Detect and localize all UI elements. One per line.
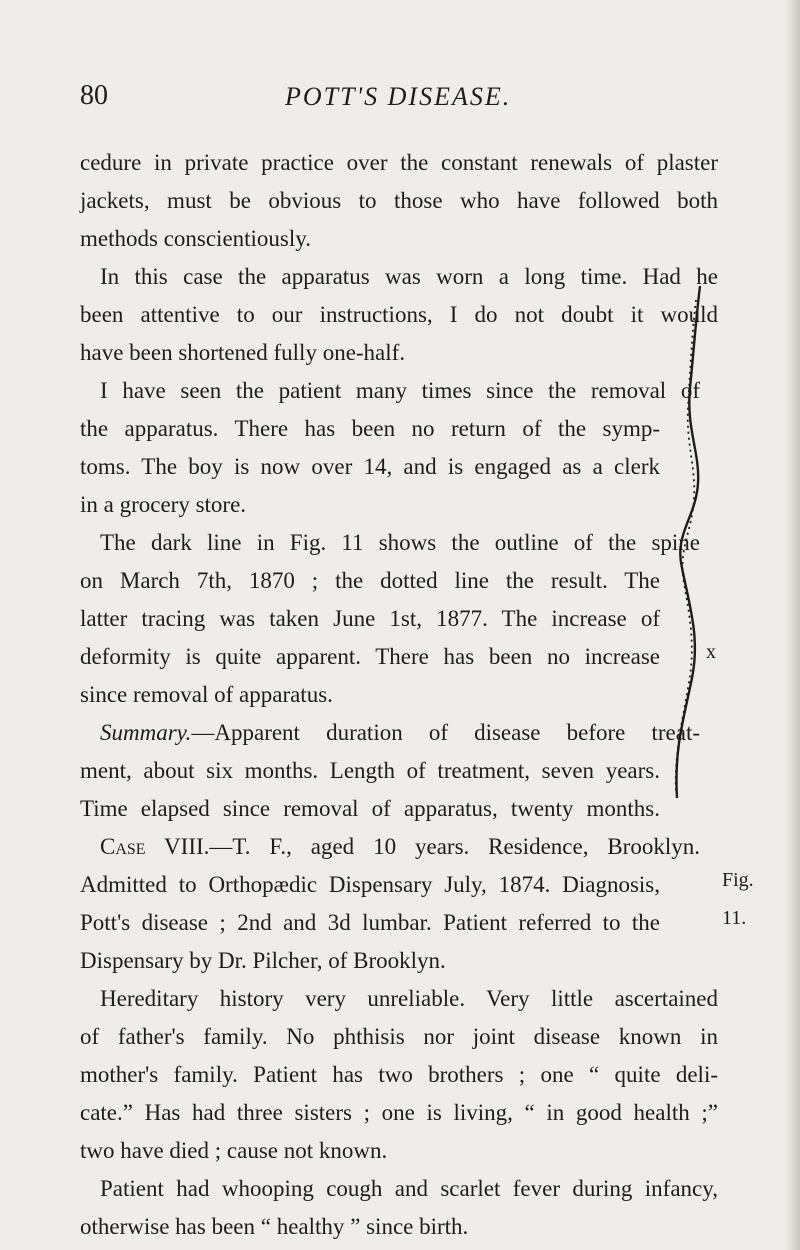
page-number: 80 — [80, 80, 108, 111]
summary-text: —Apparent duration of disease before treat- — [191, 720, 700, 745]
spine-dark-line — [676, 286, 700, 798]
text-line: toms. The boy is now over 14, and is engaged as a clerk — [80, 454, 660, 479]
text-line: Patient had whooping cough and scarlet fever during infancy, — [100, 1176, 718, 1201]
text-line: mother's family. Patient has two brothers ; one “ quite deli- — [80, 1062, 718, 1087]
summary-line — [100, 716, 700, 750]
figure-caption-number: 11. — [722, 907, 747, 929]
page-edge — [786, 0, 800, 1250]
page-header — [80, 80, 720, 120]
figure-caption-fig: Fig. — [722, 869, 754, 891]
text-line: of father's family. No phthisis nor joint disease known in — [80, 1024, 718, 1049]
text-line: the apparatus. There has been no return of the symp- — [80, 416, 660, 441]
case-text: —T. F., aged 10 years. Residence, Brooklyn. — [209, 834, 700, 859]
text-line: jackets, must be obvious to those who have followed both — [80, 188, 718, 213]
running-head: POTT'S DISEASE. — [285, 82, 512, 111]
text-line: The dark line in Fig. 11 shows the outline of the spine — [100, 530, 700, 555]
text-line: two have died ; cause not known. — [80, 1138, 388, 1163]
text-line: cedure in private practice over the constant renewals of plaster — [80, 150, 718, 175]
text-line: Dispensary by Dr. Pilcher, of Brooklyn. — [80, 948, 446, 973]
text-line: otherwise has been “ healthy ” since birth. — [80, 1214, 469, 1239]
text-line: Pott's disease ; 2nd and 3d lumbar. Patient referred to the — [80, 910, 660, 935]
text-line: ment, about six months. Length of treatment, seven years. — [80, 758, 660, 783]
summary-label: Summary. — [100, 720, 192, 745]
text-line: latter tracing was taken June 1st, 1877. The increase of — [80, 606, 660, 631]
text-line: In this case the apparatus was worn a long time. Had he — [100, 264, 718, 289]
text-line: have been shortened fully one-half. — [80, 340, 406, 365]
text-line: Admitted to Orthopædic Dispensary July, 1874. Diagnosis, — [80, 872, 660, 897]
text-line: in a grocery store. — [80, 492, 247, 517]
text-line: methods conscientiously. — [80, 226, 312, 251]
case-heading-line — [100, 830, 700, 864]
text-line: been attentive to our instructions, I do not doubt it would — [80, 302, 718, 327]
text-line: on March 7th, 1870 ; the dotted line the result. The — [80, 568, 660, 593]
text-line: Hereditary history very unreliable. Very little ascertained — [100, 986, 718, 1011]
text-line: I have seen the patient many times since the removal of — [100, 378, 700, 403]
spine-dotted-line — [676, 300, 696, 793]
text-line: deformity is quite apparent. There has been no increase — [80, 644, 660, 669]
text-line: Time elapsed since removal of apparatus, twenty months. — [80, 796, 660, 821]
text-line: since removal of apparatus. — [80, 682, 333, 707]
figure-mark-x: x — [706, 641, 716, 663]
text-line: cate.” Has had three sisters ; one is living, “ in good health ;” — [80, 1100, 718, 1125]
case-label: Case VIII. — [100, 834, 210, 859]
spine-outline-figure — [612, 278, 702, 808]
